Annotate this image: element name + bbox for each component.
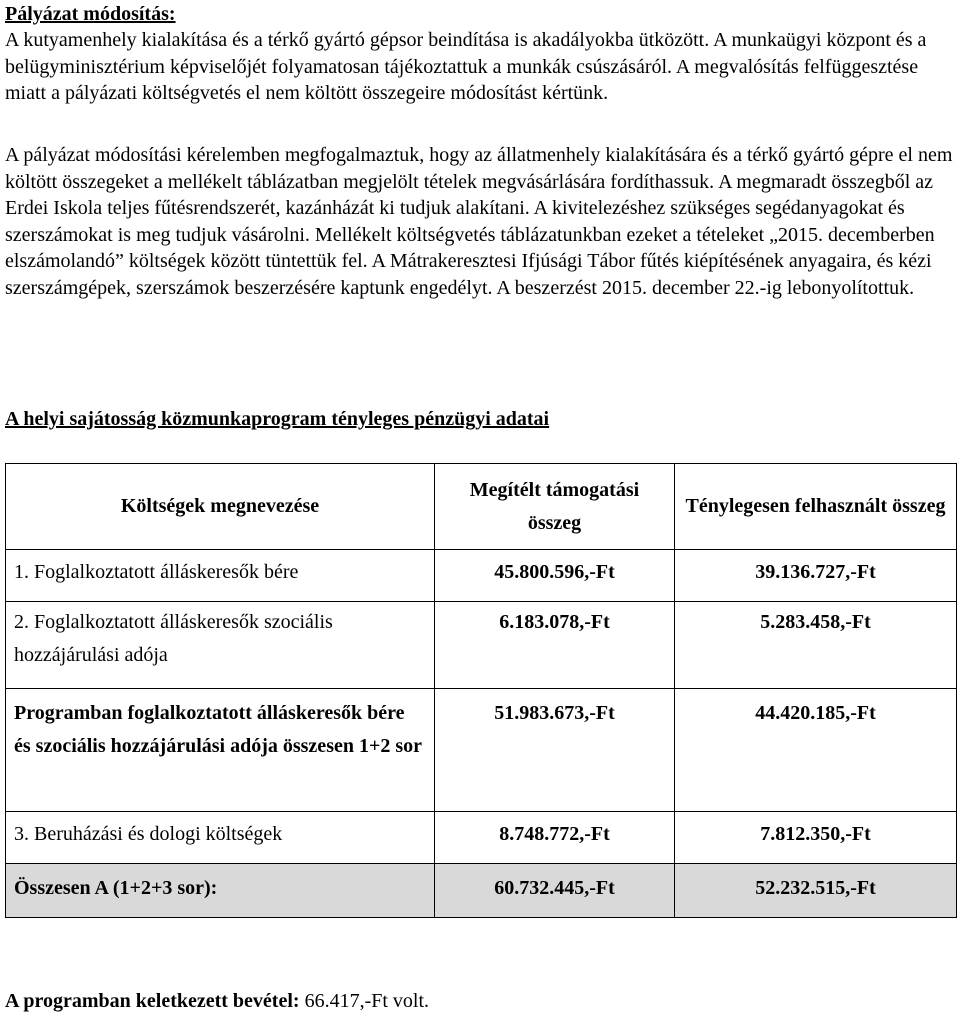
row-granted: 60.732.445,-Ft	[435, 864, 675, 918]
header-cost-name: Költségek megnevezése	[6, 464, 435, 550]
row-used: 39.136.727,-Ft	[675, 550, 957, 602]
row-used: 52.232.515,-Ft	[675, 864, 957, 918]
row-used: 44.420.185,-Ft	[675, 689, 957, 812]
table-total-row	[6, 864, 957, 918]
table-header-row	[6, 464, 957, 550]
table-row	[6, 812, 957, 864]
paragraph-modification-reason: A kutyamenhely kialakítása és a térkő gyártó gépsor beindítása is akadályokba ütközött. A munkaügyi központ és a belügyminisztérium képviselőjét folyamatosan tájékoztattuk a munkák csúszásáról. A megvalósítás felfüggesztése miatt a pályázati költségvetés el nem költött összegeire módosítást kértünk.	[5, 29, 927, 105]
row-granted: 51.983.673,-Ft	[435, 689, 675, 812]
revenue-line	[5, 988, 429, 1014]
row-used: 7.812.350,-Ft	[675, 812, 957, 864]
row-label: 2. Foglalkoztatott álláskeresők szociális hozzájárulási adója	[6, 602, 435, 689]
table-row	[6, 689, 957, 812]
row-label: Összesen A (1+2+3 sor):	[6, 864, 435, 918]
row-used: 5.283.458,-Ft	[675, 602, 957, 689]
row-granted: 8.748.772,-Ft	[435, 812, 675, 864]
row-granted: 6.183.078,-Ft	[435, 602, 675, 689]
header-granted-amount: Megítélt támogatási összeg	[435, 464, 675, 550]
revenue-label: A programban keletkezett bevétel:	[5, 990, 300, 1012]
table-row	[6, 550, 957, 602]
table-row	[6, 602, 957, 689]
paragraph-modification-details: A pályázat módosítási kérelemben megfogalmaztuk, hogy az állatmenhely kialakítására és a térkő gyártó gépre el nem költött összegeket a mellékelt táblázatban megjelölt tételek megvásárlására fordíthassuk. A megmaradt összegből az Erdei Iskola teljes fűtésrendszerét, kazánházát ki tudjuk alakítani. A kivitelezéshez szükséges segédanyagokat és szerszámokat is meg tudjuk vásárolni. Mellékelt költségvetés táblázatunkban ezeket a tételeket „2015. decemberben elszámolandó” költségek között tüntettük fel. A Mátrakeresztesi Ifjúsági Tábor fűtés kiépítésének anyagaira, és kézi szerszámgépek, szerszámok beszerzésére kaptunk engedélyt. A beszerzést 2015. december 22.-ig lebonyolítottuk.	[5, 144, 953, 299]
page-heading: Pályázat módosítás:	[5, 3, 176, 25]
row-label: 1. Foglalkoztatott álláskeresők bére	[6, 550, 435, 602]
financial-table	[5, 463, 957, 918]
header-used-amount: Ténylegesen felhasznált összeg	[675, 464, 957, 550]
row-label: 3. Beruházási és dologi költségek	[6, 812, 435, 864]
row-granted: 45.800.596,-Ft	[435, 550, 675, 602]
revenue-value: 66.417,-Ft volt.	[299, 990, 430, 1012]
row-label: Programban foglalkoztatott álláskeresők bére és szociális hozzájárulási adója összesen 1+2 sor	[6, 689, 435, 812]
section-title: A helyi sajátosság közmunkaprogram tényleges pénzügyi adatai	[5, 408, 550, 430]
